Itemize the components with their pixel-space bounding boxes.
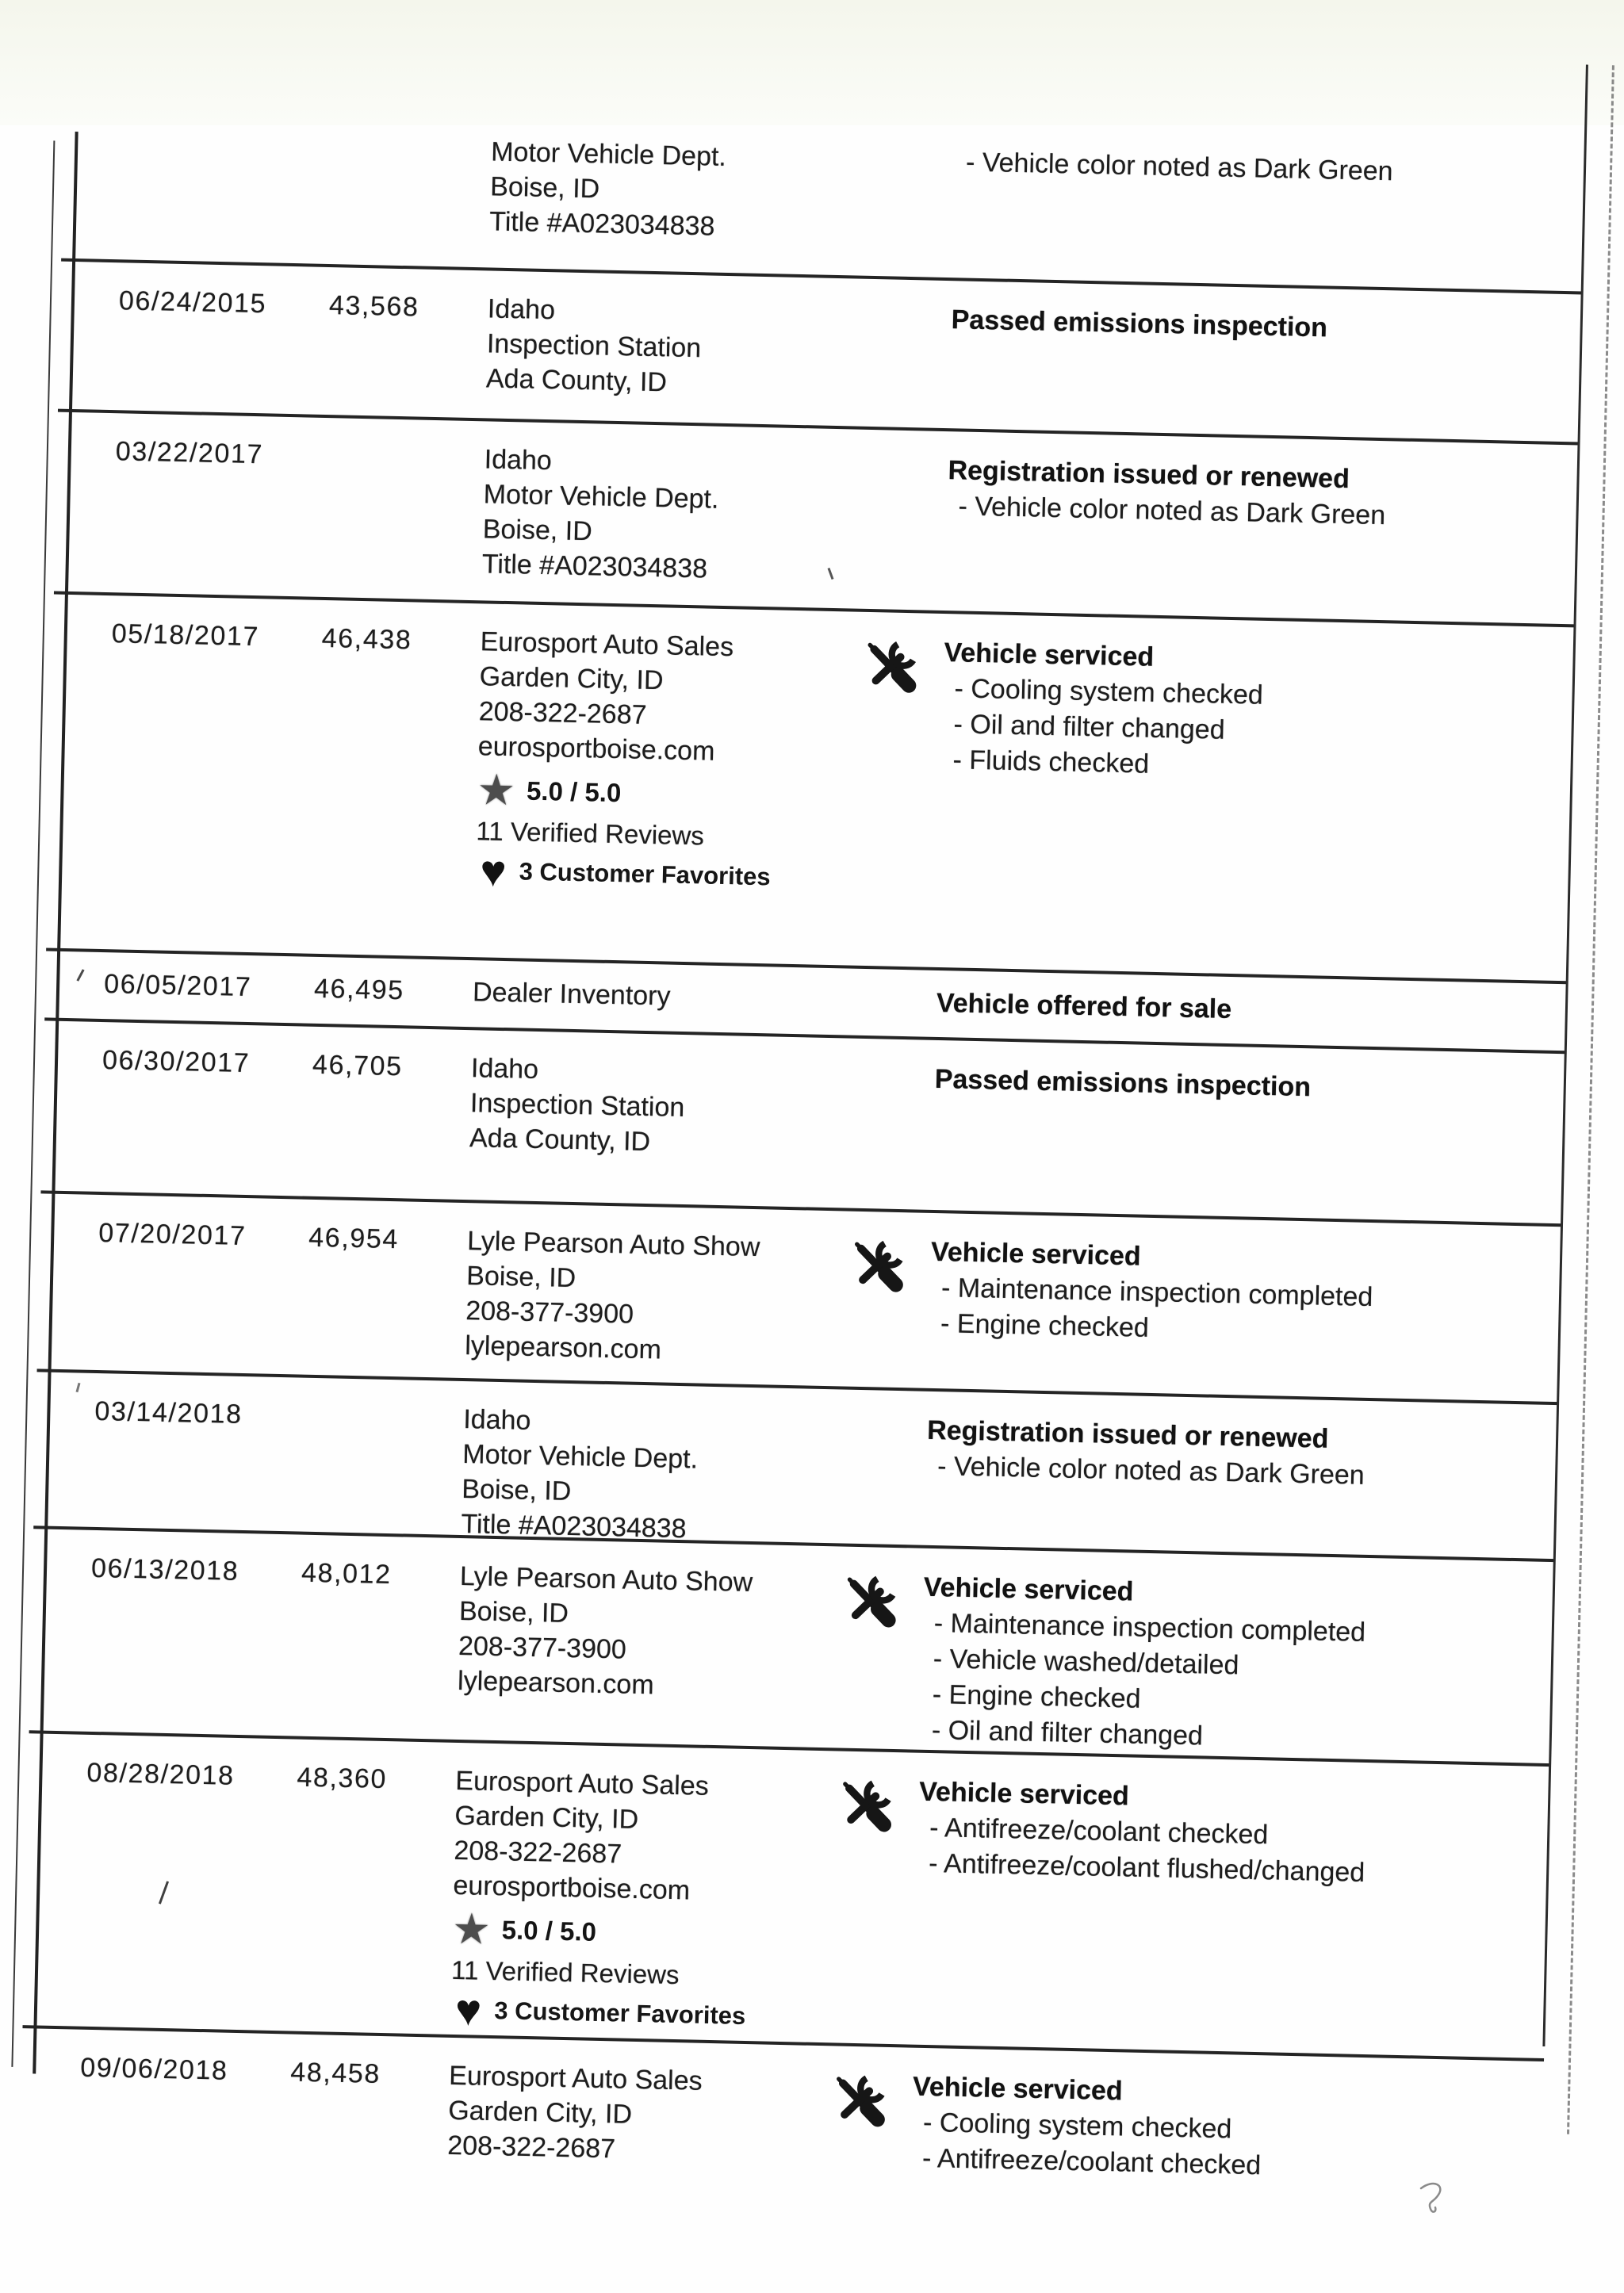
source-line: 208-322-2687 — [454, 1835, 622, 1870]
source-line: Garden City, ID — [479, 661, 664, 696]
event-icon-slot — [835, 1771, 920, 1836]
service-wrench-icon — [847, 1235, 909, 1297]
event-source — [489, 134, 872, 247]
event-source — [465, 1223, 848, 1371]
event-mileage — [333, 131, 492, 134]
source-line: Motor Vehicle Dept. — [483, 479, 719, 515]
event-detail-item: - Antifreeze/coolant checked — [929, 1813, 1269, 1851]
event-icon-slot — [845, 1411, 928, 1415]
event-icon-slot — [853, 983, 936, 988]
event-mileage: 46,438 — [321, 622, 412, 656]
source-line: Eurosport Auto Sales — [480, 626, 734, 663]
source-line: 208-322-2687 — [446, 2130, 616, 2165]
event-heading: Registration issued or renewed — [926, 1414, 1329, 1454]
event-mileage: 48,458 — [289, 2057, 381, 2089]
scan-top-band — [0, 0, 1624, 125]
event-heading: Vehicle serviced — [930, 1236, 1142, 1272]
verified-reviews: 11 Verified Reviews — [450, 1954, 680, 1990]
event-source — [461, 1402, 845, 1549]
event-mileage: 43,568 — [328, 290, 419, 323]
event-icon-slot — [865, 450, 948, 455]
source-line: Boise, ID — [465, 1261, 576, 1294]
table-row — [46, 595, 1575, 985]
source-line: Title #A023034838 — [481, 549, 708, 584]
event-detail-item: - Fluids checked — [952, 745, 1150, 779]
event-details — [947, 452, 1579, 538]
event-detail-item: - Vehicle color noted as Dark Green — [958, 491, 1386, 531]
event-icon-slot — [868, 300, 952, 304]
event-date: 06/30/2017 — [102, 1045, 251, 1079]
event-detail-item: - Vehicle washed/detailed — [933, 1644, 1239, 1681]
event-source — [486, 291, 869, 404]
event-details — [917, 1774, 1550, 1895]
event-date: 08/28/2018 — [86, 1757, 236, 1791]
event-details — [911, 2069, 1544, 2190]
customer-favorites: 3 Customer Favorites — [519, 857, 771, 891]
event-date: 07/20/2017 — [98, 1217, 247, 1252]
source-line: Idaho — [462, 1404, 531, 1436]
source-line: Motor Vehicle Dept. — [462, 1439, 699, 1475]
event-date — [123, 126, 333, 131]
event-detail-item: - Vehicle color noted as Dark Green — [936, 1451, 1365, 1491]
event-detail-item: - Engine checked — [932, 1679, 1141, 1714]
dealer-rating: 5.0 / 5.0 — [501, 1915, 597, 1947]
event-date: 03/22/2017 — [115, 436, 264, 470]
source-line: Boise, ID — [482, 514, 593, 547]
event-detail-item: - Vehicle color noted as Dark Green — [965, 147, 1393, 187]
event-source — [458, 1559, 841, 1706]
event-details — [941, 634, 1575, 791]
event-date: 03/14/2018 — [94, 1395, 243, 1430]
event-detail-item: - Engine checked — [940, 1308, 1150, 1343]
event-heading: Passed emissions inspection — [934, 1063, 1312, 1103]
table-row — [40, 1020, 1565, 1227]
event-mileage — [326, 438, 485, 442]
service-wrench-icon — [835, 1774, 897, 1836]
event-detail-item: - Antifreeze/coolant checked — [921, 2142, 1262, 2181]
source-line: Idaho — [484, 444, 553, 477]
verified-reviews: 11 Verified Reviews — [476, 816, 705, 851]
dealer-rating: 5.0 / 5.0 — [526, 775, 622, 808]
service-wrench-icon — [840, 1570, 902, 1632]
event-icon-slot — [860, 633, 944, 698]
event-date: 05/18/2017 — [111, 618, 260, 653]
star-icon: ★ — [451, 1904, 492, 1954]
event-icon-slot — [852, 1059, 935, 1064]
event-mileage — [305, 1399, 464, 1402]
event-detail-item: - Antifreeze/coolant flushed/changed — [928, 1848, 1365, 1888]
event-details — [936, 985, 1567, 1035]
star-icon: ★ — [477, 766, 516, 815]
source-line: Boise, ID — [489, 171, 600, 205]
event-detail-item: - Oil and filter changed — [953, 709, 1226, 745]
source-line: Garden City, ID — [454, 1800, 639, 1835]
event-details — [926, 1412, 1558, 1498]
event-details — [920, 1569, 1554, 1762]
event-icon-slot — [847, 1232, 932, 1297]
event-heading: Vehicle serviced — [912, 2071, 1124, 2107]
event-mileage: 46,495 — [313, 973, 405, 1006]
source-line: Boise, ID — [458, 1596, 569, 1629]
table-row — [29, 1529, 1555, 1767]
event-details — [955, 144, 1586, 193]
heart-icon: ♥ — [454, 1985, 483, 2035]
source-line: Inspection Station — [486, 328, 702, 364]
event-mileage: 46,705 — [312, 1049, 404, 1082]
history-table — [30, 119, 1586, 2228]
event-source — [473, 974, 854, 1017]
event-detail-item: - Maintenance inspection completed — [933, 1608, 1366, 1648]
source-line: Lyle Pearson Auto Show — [459, 1561, 753, 1598]
table-row — [19, 2028, 1544, 2228]
event-source — [469, 1051, 852, 1163]
event-date: 06/24/2015 — [118, 285, 267, 320]
source-line: Boise, ID — [462, 1474, 572, 1507]
source-line: eurosportboise.com — [453, 1870, 691, 1906]
source-line: 208-377-3900 — [458, 1631, 627, 1665]
event-mileage: 46,954 — [308, 1222, 400, 1255]
event-detail-item: - Cooling system checked — [922, 2107, 1232, 2145]
table-row — [22, 1733, 1550, 2061]
event-heading: Registration issued or renewed — [948, 455, 1350, 495]
event-source — [481, 442, 865, 589]
source-line: Idaho — [470, 1053, 539, 1085]
event-detail-item: - Cooling system checked — [954, 673, 1264, 710]
event-details — [929, 1234, 1562, 1355]
event-date: 09/06/2018 — [79, 2052, 228, 2086]
event-date: 06/05/2017 — [103, 969, 252, 1003]
source-line: 208-322-2687 — [478, 696, 647, 730]
source-line: Dealer Inventory — [472, 977, 671, 1012]
table-row — [54, 412, 1580, 628]
event-heading: Vehicle serviced — [923, 1571, 1134, 1607]
scan-artifact — [1410, 2174, 1457, 2222]
heart-icon: ♥ — [479, 845, 508, 897]
event-date: 06/13/2018 — [90, 1552, 239, 1587]
service-wrench-icon — [860, 636, 921, 698]
source-line: Title #A023034838 — [488, 206, 715, 242]
event-detail-item: - Maintenance inspection completed — [940, 1273, 1373, 1313]
customer-favorites: 3 Customer Favorites — [493, 1996, 746, 2031]
event-heading: Vehicle offered for sale — [936, 987, 1232, 1025]
source-line: eurosportboise.com — [477, 731, 715, 767]
source-line: Motor Vehicle Dept. — [490, 136, 727, 172]
source-line: Title #A023034838 — [461, 1509, 687, 1545]
event-details — [951, 301, 1582, 351]
event-detail-item: - Oil and filter changed — [931, 1715, 1204, 1751]
source-line: lylepearson.com — [464, 1330, 662, 1365]
source-line: Idaho — [487, 293, 556, 326]
event-icon-slot — [829, 2066, 914, 2131]
event-details — [934, 1061, 1565, 1111]
source-line: Eurosport Auto Sales — [454, 1765, 710, 1801]
event-source — [447, 2058, 830, 2171]
event-source — [450, 1763, 836, 2039]
source-line: Eurosport Auto Sales — [448, 2060, 703, 2096]
source-line: 208-377-3900 — [465, 1296, 634, 1330]
source-line: Lyle Pearson Auto Show — [466, 1226, 760, 1263]
table-row — [37, 1193, 1562, 1405]
event-icon-slot — [871, 143, 955, 147]
source-line: lylepearson.com — [457, 1665, 655, 1701]
scanned-report-page — [30, 119, 1586, 2228]
source-line: Inspection Station — [469, 1088, 685, 1124]
service-wrench-icon — [829, 2069, 891, 2131]
event-mileage: 48,012 — [301, 1557, 393, 1591]
event-source — [475, 624, 861, 900]
source-line: Ada County, ID — [469, 1123, 651, 1158]
source-line: Ada County, ID — [485, 363, 668, 398]
event-heading: Passed emissions inspection — [951, 304, 1328, 343]
event-heading: Vehicle serviced — [918, 1776, 1130, 1812]
source-line: Garden City, ID — [447, 2095, 633, 2130]
event-mileage: 48,360 — [297, 1762, 388, 1795]
event-icon-slot — [840, 1567, 925, 1632]
event-heading: Vehicle serviced — [944, 637, 1155, 672]
